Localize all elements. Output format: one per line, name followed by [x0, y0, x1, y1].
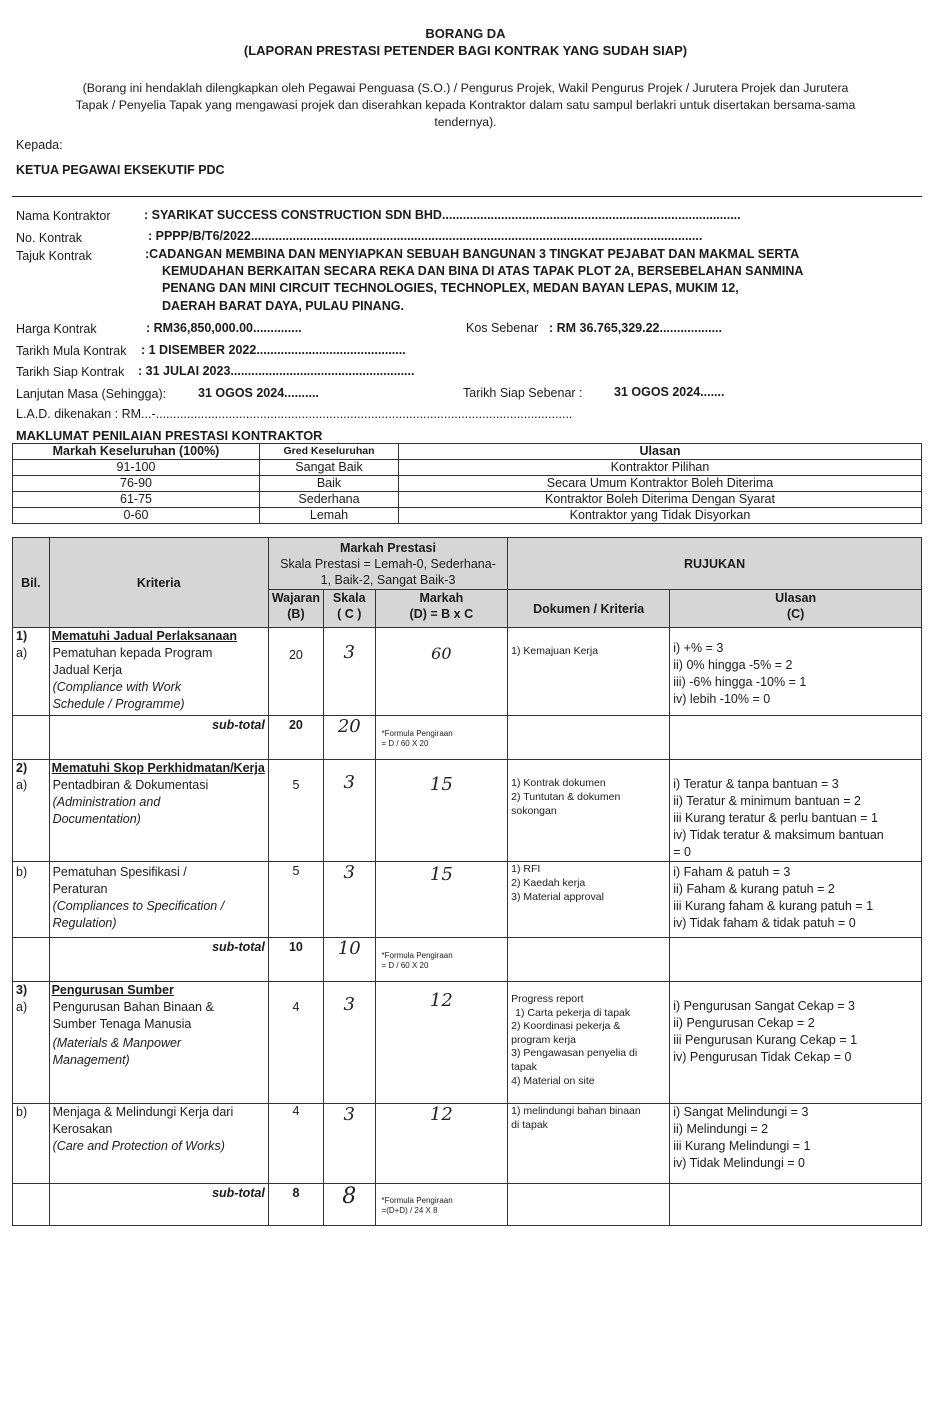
- criteria-text: Pengurusan Bahan Binaan &: [52, 1000, 214, 1014]
- weight-cell: 5: [268, 862, 323, 938]
- criteria-text: Jadual Kerja: [52, 663, 123, 677]
- remark-line: ii) Faham & kurang patuh = 2: [673, 882, 835, 896]
- criteria-cell: [49, 760, 268, 862]
- tarikh-siap-label: Tarikh Siap Kontrak: [16, 365, 125, 379]
- doc-line: sokongan: [511, 805, 557, 817]
- grade-range: 61-75: [13, 492, 260, 508]
- formula-label: *Formula Pengiraan: [381, 729, 453, 738]
- formula-label: *Formula Pengiraan: [381, 951, 453, 960]
- kos-sebenar-label: Kos Sebenar: [466, 321, 539, 335]
- criteria-cell: [49, 862, 268, 938]
- doc-line: 2) Tuntutan & dokumen: [511, 791, 621, 803]
- section-title: Mematuhi Jadual Perlaksanaan: [51, 629, 238, 643]
- mark-cell: 12: [375, 1104, 508, 1184]
- mark-cell: 15: [375, 760, 508, 862]
- table-row: [13, 982, 922, 1104]
- criteria-en: (Administration and: [52, 795, 161, 809]
- subtotal-row: [13, 1184, 922, 1226]
- criteria-text: Pentadbiran & Dokumentasi: [52, 778, 209, 792]
- criteria-en: (Compliances to Specification /: [52, 899, 225, 913]
- grade-remark: Secara Umum Kontraktor Boleh Diterima: [399, 476, 922, 492]
- section-no: 3): [16, 983, 28, 997]
- remark-cell: [670, 982, 922, 1104]
- nama-kontraktor-value: : SYARIKAT SUCCESS CONSTRUCTION SDN BHD......................................................................................: [144, 208, 741, 222]
- formula-label: *Formula Pengiraan: [381, 1196, 453, 1205]
- doc-line: 1) Carta pekerja di tapak: [515, 1006, 631, 1019]
- tajuk-kontrak-label: Tajuk Kontrak: [16, 249, 92, 263]
- grade-remark: Kontraktor Boleh Diterima Dengan Syarat: [399, 492, 922, 508]
- doc-line: 4) Material on site: [511, 1074, 595, 1087]
- col-gred-header: Gred Keseluruhan: [260, 444, 399, 460]
- ulasan-c: (C): [786, 607, 805, 621]
- weight-cell: 5: [268, 760, 323, 862]
- remark-cell: [670, 862, 922, 938]
- form-note-line1: (Borang ini hendaklah dilengkapkan oleh Pegawai Penguasa (S.O.) / Pengurus Projek, Wakil Pengurus Projek / Jurutera Projek dan Jurutera: [82, 81, 849, 95]
- criteria-cell: [49, 628, 268, 716]
- kos-sebenar-value: : RM 36.765,329.22..................: [549, 321, 722, 335]
- scale-cell: 3: [324, 982, 376, 1104]
- table-row: [13, 1104, 922, 1184]
- criteria-text: Sumber Tenaga Manusia: [52, 1017, 192, 1031]
- formula-text: = D / 60 X 20: [381, 739, 429, 748]
- remark-line: ii) Melindungi = 2: [673, 1122, 769, 1136]
- subtotal-row: [13, 716, 922, 760]
- table-row: [13, 862, 922, 938]
- criteria-en: Documentation): [52, 812, 141, 826]
- remark-cell: [670, 628, 922, 716]
- formula-cell: [375, 938, 508, 982]
- doc-line: tapak: [511, 1060, 537, 1073]
- tarikh-mula-label: Tarikh Mula Kontrak: [16, 344, 127, 358]
- subtotal-label: sub-total: [49, 716, 268, 760]
- criteria-en: (Compliance with Work: [52, 680, 182, 694]
- subtotal-label: sub-total: [49, 1184, 268, 1226]
- doc-line: Progress report: [511, 993, 584, 1005]
- subtotal-value: 8: [324, 1184, 376, 1226]
- assessment-table: [12, 537, 922, 1226]
- harga-kontrak-value: : RM36,850,000.00..............: [146, 321, 302, 335]
- lad-label: L.A.D. dikenakan : RM...-........................................................................................................................: [16, 407, 573, 421]
- criteria-en: Schedule / Programme): [52, 697, 185, 711]
- tajuk-line4: DAERAH BARAT DAYA, PULAU PINANG.: [162, 299, 404, 313]
- grade-legend-table: [12, 443, 922, 524]
- remark-line: iii Kurang Melindungi = 1: [673, 1139, 811, 1153]
- remark-line: iv) Tidak faham & tidak patuh = 0: [673, 916, 856, 930]
- subtotal-weight: 20: [268, 716, 323, 760]
- row-number: b): [13, 1104, 50, 1184]
- dokumen-header: Dokumen / Kriteria: [508, 590, 670, 628]
- remark-line: ii) 0% hingga -5% = 2: [673, 658, 793, 672]
- no-kontrak-value: : PPPP/B/T6/2022..................................................................................................................................: [148, 229, 703, 243]
- table-row: [13, 760, 922, 862]
- doc-cell: [508, 862, 670, 938]
- skala-label: Skala: [332, 591, 366, 605]
- doc-cell: [508, 1104, 670, 1184]
- tajuk-line3: PENANG DAN MINI CIRCUIT TECHNOLOGIES, TECHNOPLEX, MEDAN BAYAN LEPAS, MUKIM 12,: [162, 281, 739, 295]
- scale-cell: 3: [324, 628, 376, 716]
- skala-header: [324, 590, 376, 628]
- row-number: [13, 982, 50, 1104]
- table-row: [13, 628, 922, 716]
- formula-text: = D / 60 X 20: [381, 961, 429, 970]
- assessment-heading: MAKLUMAT PENILAIAN PRESTASI KONTRAKTOR: [16, 428, 323, 443]
- grade-remark: Kontraktor yang Tidak Disyorkan: [399, 508, 922, 524]
- doc-line: 1) melindungi bahan binaan: [511, 1105, 641, 1117]
- row-number: [13, 760, 50, 862]
- section-no: 2): [16, 761, 28, 775]
- grade-name: Sederhana: [260, 492, 399, 508]
- criteria-en: Management): [52, 1053, 130, 1067]
- subtotal-weight: 10: [268, 938, 323, 982]
- remark-line: iv) lebih -10% = 0: [673, 692, 771, 706]
- remark-line: ii) Teratur & minimum bantuan = 2: [673, 794, 861, 808]
- doc-cell: [508, 982, 670, 1104]
- ulasan-label: Ulasan: [775, 591, 817, 605]
- wajaran-label: Wajaran: [271, 591, 321, 605]
- remark-line: i) Sangat Melindungi = 3: [673, 1105, 809, 1119]
- criteria-text: Menjaga & Melindungi Kerja dari: [52, 1105, 234, 1119]
- grade-range: 0-60: [13, 508, 260, 524]
- weight-cell: 4: [268, 982, 323, 1104]
- doc-line: 2) Kaedah kerja: [511, 877, 586, 889]
- criteria-en: Regulation): [52, 916, 117, 930]
- remark-line: = 0: [673, 845, 691, 859]
- criteria-text: Kerosakan: [52, 1122, 113, 1136]
- tarikh-siap-sebenar-label: Tarikh Siap Sebenar :: [463, 386, 583, 400]
- mark-cell: 60: [375, 628, 508, 716]
- form-note-line2: Tapak / Penyelia Tapak yang mengawasi projek dan diserahkan kepada Kontraktor dalam satu sampul berlakri untuk disertakan bersama-sama: [75, 98, 856, 112]
- remark-line: iii Kurang faham & kurang patuh = 1: [673, 899, 874, 913]
- mark-cell: 15: [375, 862, 508, 938]
- weight-cell: 20: [268, 628, 323, 716]
- doc-cell: [508, 760, 670, 862]
- criteria-text: Peraturan: [52, 882, 108, 896]
- wajaran-b: (B): [287, 607, 305, 621]
- recipient: KETUA PEGAWAI EKSEKUTIF PDC: [16, 163, 225, 177]
- form-subtitle: (LAPORAN PRESTASI PETENDER BAGI KONTRAK YANG SUDAH SIAP): [243, 43, 688, 58]
- markah-label: Markah: [419, 591, 464, 605]
- kepada-label: Kepada:: [16, 138, 63, 152]
- doc-line: 3) Pengawasan penyelia di: [511, 1047, 638, 1060]
- formula-cell: [375, 716, 508, 760]
- tarikh-mula-value: : 1 DISEMBER 2022...........................................: [141, 343, 406, 357]
- subtotal-value: 20: [324, 716, 376, 760]
- formula-cell: [375, 1184, 508, 1226]
- remark-line: iii) -6% hingga -10% = 1: [673, 675, 807, 689]
- item-no: a): [16, 778, 28, 792]
- doc-line: 1) RFI: [511, 863, 541, 875]
- skala-c: ( C ): [337, 607, 362, 621]
- remark-line: i) +% = 3: [673, 641, 724, 655]
- remark-line: i) Teratur & tanpa bantuan = 3: [673, 777, 839, 791]
- grade-range: 76-90: [13, 476, 260, 492]
- item-no: a): [16, 646, 28, 660]
- doc-line: di tapak: [511, 1119, 548, 1131]
- grade-name: Lemah: [260, 508, 399, 524]
- remark-line: iii Pengurusan Kurang Cekap = 1: [673, 1033, 858, 1047]
- doc-line: 2) Koordinasi pekerja &: [511, 1020, 621, 1033]
- weight-cell: 4: [268, 1104, 323, 1184]
- subtotal-value: 10: [324, 938, 376, 982]
- scale-cell: 3: [324, 862, 376, 938]
- doc-line: 1) Kontrak dokumen: [511, 777, 606, 789]
- wajaran-header: [268, 590, 323, 628]
- criteria-text: Pematuhan Spesifikasi /: [52, 865, 187, 879]
- row-number: b): [13, 862, 50, 938]
- col-markah-header: Markah Keseluruhan (100%): [13, 444, 260, 460]
- tajuk-line1: :CADANGAN MEMBINA DAN MENYIAPKAN SEBUAH BANGUNAN 3 TINGKAT PEJABAT DAN MAKMAL SERTA: [145, 247, 800, 261]
- row-number: [13, 628, 50, 716]
- criteria-en: (Care and Protection of Works): [52, 1139, 225, 1153]
- formula-text: =(D+D) / 24 X 8: [381, 1206, 438, 1215]
- markah-prestasi-header: [268, 538, 507, 590]
- grade-name: Sangat Baik: [260, 460, 399, 476]
- doc-cell: 1) Kemajuan Kerja: [508, 628, 670, 716]
- markah-prestasi-title: Markah Prestasi: [340, 541, 436, 555]
- remark-line: i) Pengurusan Sangat Cekap = 3: [673, 999, 855, 1013]
- remark-line: iv) Tidak Melindungi = 0: [673, 1156, 805, 1170]
- grade-name: Baik: [260, 476, 399, 492]
- section-title: Mematuhi Skop Perkhidmatan/Kerja: [51, 761, 265, 775]
- mark-cell: 12: [375, 982, 508, 1104]
- remark-line: ii) Pengurusan Cekap = 2: [673, 1016, 815, 1030]
- remark-cell: [670, 760, 922, 862]
- remark-line: iv) Pengurusan Tidak Cekap = 0: [673, 1050, 852, 1064]
- remark-line: i) Faham & patuh = 3: [673, 865, 791, 879]
- markah-d: (D) = B x C: [409, 607, 474, 621]
- tarikh-siap-value: : 31 JULAI 2023.....................................................: [138, 364, 415, 378]
- criteria-cell: [49, 1104, 268, 1184]
- skala-line1: Skala Prestasi = Lemah-0, Sederhana-: [280, 557, 496, 571]
- form-title: BORANG DA: [425, 26, 506, 41]
- tarikh-siap-sebenar-value: 31 OGOS 2024.......: [614, 385, 725, 399]
- tajuk-line2: KEMUDAHAN BERKAITAN SECARA REKA DAN BINA DI ATAS TAPAK PLOT 2A, BERSEBELAHAN SANMINA: [162, 264, 804, 278]
- remark-cell: [670, 1104, 922, 1184]
- rujukan-header: RUJUKAN: [508, 538, 922, 590]
- section-no: 1): [16, 629, 28, 643]
- item-no: a): [16, 1000, 28, 1014]
- criteria-text: Pematuhan kepada Program: [52, 646, 213, 660]
- remark-line: iv) Tidak teratur & maksimum bantuan: [673, 828, 884, 842]
- skala-line2: 1, Baik-2, Sangat Baik-3: [320, 573, 456, 587]
- no-kontrak-label: No. Kontrak: [16, 231, 83, 245]
- grade-remark: Kontraktor Pilihan: [399, 460, 922, 476]
- markah-header: [375, 590, 508, 628]
- grade-range: 91-100: [13, 460, 260, 476]
- scale-cell: 3: [324, 760, 376, 862]
- doc-line: 3) Material approval: [511, 891, 604, 903]
- ulasan-header: [670, 590, 922, 628]
- lanjutan-masa-value: 31 OGOS 2024..........: [198, 386, 319, 400]
- form-note-line3: tendernya).: [434, 115, 497, 129]
- section-title: Pengurusan Sumber: [51, 983, 174, 997]
- harga-kontrak-label: Harga Kontrak: [16, 322, 97, 336]
- lanjutan-masa-label: Lanjutan Masa (Sehingga):: [16, 387, 167, 401]
- scale-cell: 3: [324, 1104, 376, 1184]
- nama-kontraktor-label: Nama Kontraktor: [16, 209, 111, 223]
- subtotal-row: [13, 938, 922, 982]
- kriteria-header: Kriteria: [49, 538, 268, 628]
- subtotal-weight: 8: [268, 1184, 323, 1226]
- remark-line: iii Kurang teratur & perlu bantuan = 1: [673, 811, 878, 825]
- subtotal-label: sub-total: [49, 938, 268, 982]
- divider: [12, 196, 922, 197]
- bil-header: Bil.: [13, 538, 50, 628]
- doc-line: program kerja: [511, 1033, 576, 1046]
- col-ulasan-header: Ulasan: [399, 444, 922, 460]
- criteria-en: (Materials & Manpower: [52, 1036, 182, 1050]
- criteria-cell: [49, 982, 268, 1104]
